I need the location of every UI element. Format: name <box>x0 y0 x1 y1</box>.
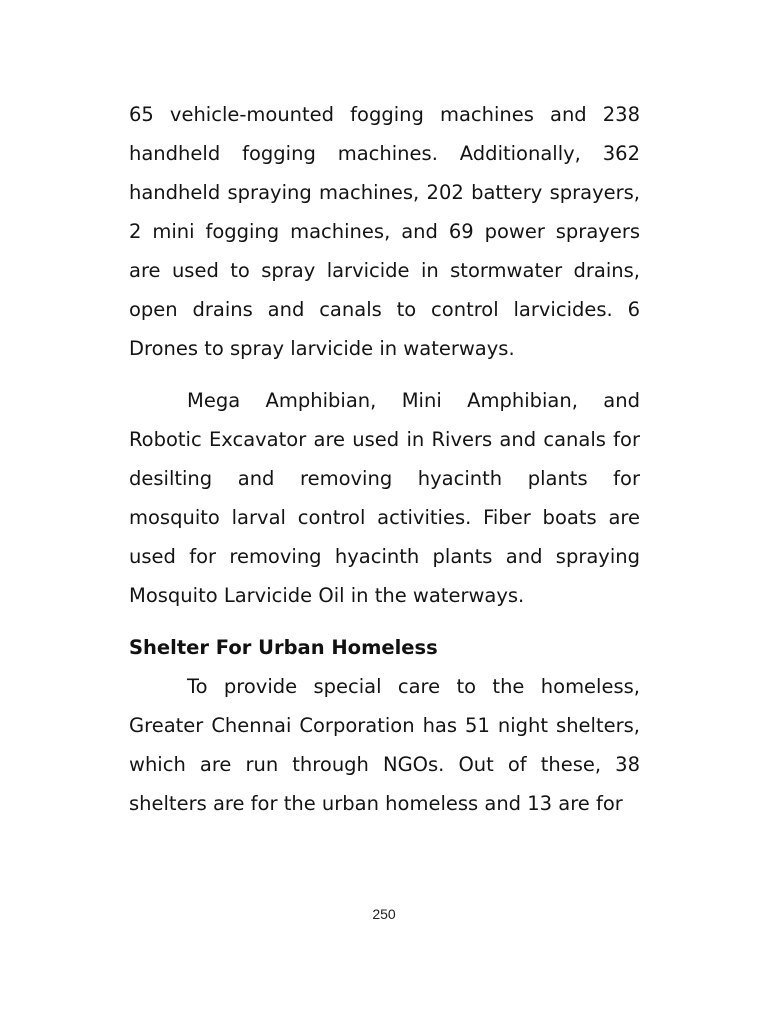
paragraph-amphibian-excavator: Mega Amphibian, Mini Amphibian, and Robotic Excavator are used in Rivers and canals for desilting and removing hyacinth plants for mosquito larval control activities. Fiber boats are used for removing hyacinth plants and spraying Mosquito Larvicide Oil in the waterways. <box>129 389 640 607</box>
section-heading: Shelter For Urban Homeless <box>129 636 438 659</box>
paragraph-night-shelters: To provide special care to the homeless, Greater Chennai Corporation has 51 night shelters, which are run through NGOs. Out of these, 38 shelters are for the urban homeless and 13 are for <box>129 675 640 815</box>
page-number: 250 <box>372 906 396 922</box>
paragraph-fogging-equipment: 65 vehicle-mounted fogging machines and 238 handheld fogging machines. Additionally, 362 handheld spraying machines, 202 battery sprayers, 2 mini fogging machines, and 69 power sprayers are used to spray larvicide in stormwater drains, open drains and canals to control larvicides. 6 Drones to spray larvicide in waterways. <box>129 103 640 360</box>
page-body <box>129 95 640 823</box>
